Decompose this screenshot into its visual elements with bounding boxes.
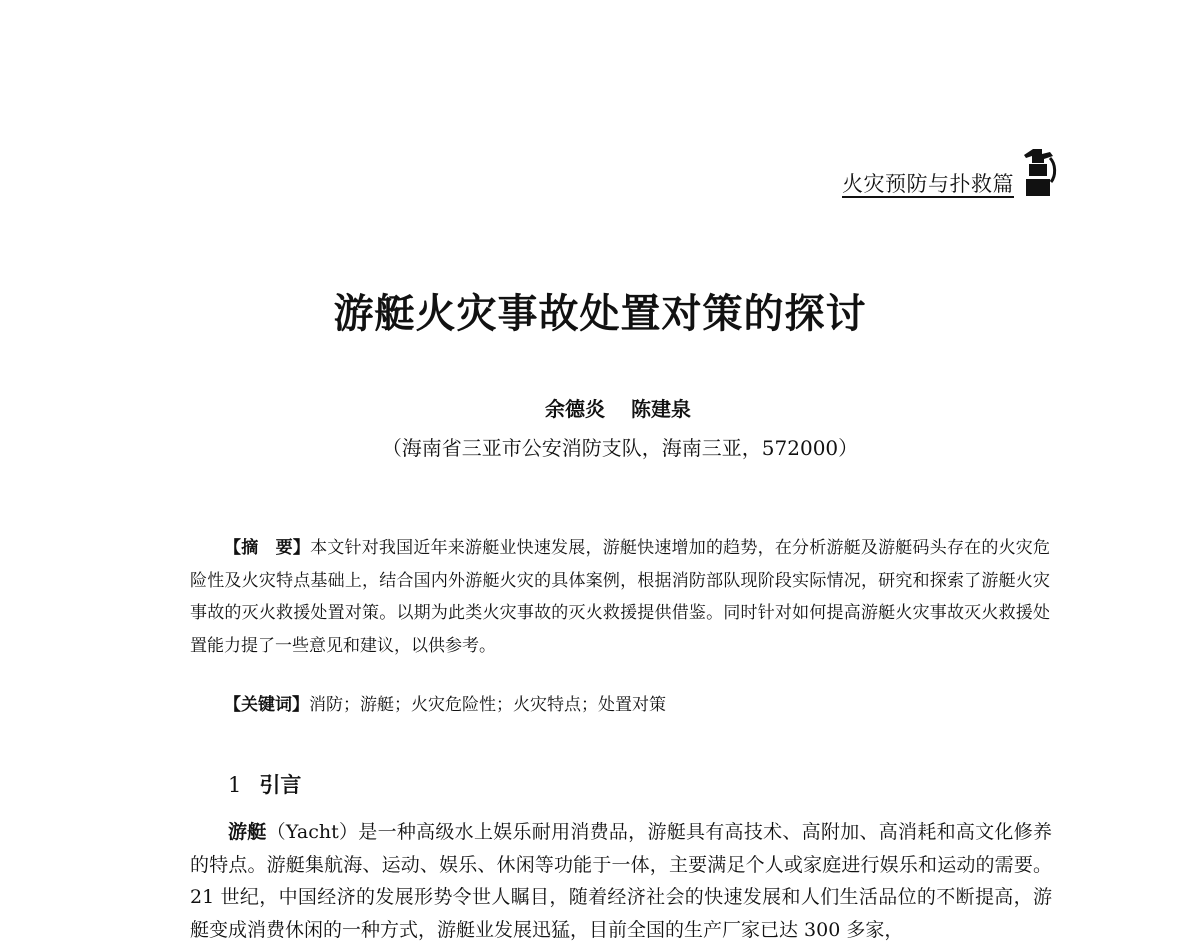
section-title: 引言 bbox=[259, 772, 302, 797]
fire-extinguisher-icon bbox=[1020, 146, 1058, 198]
keywords-label: 【关键词】 bbox=[224, 695, 309, 715]
author-name: 陈建泉 bbox=[631, 397, 691, 421]
keywords-text: 消防；游艇；火灾危险性；火灾特点；处置对策 bbox=[309, 695, 666, 715]
abstract-text: 本文针对我国近年来游艇业快速发展，游艇快速增加的趋势，在分析游艇及游艇码头存在的火灾危险性及火灾特点基础上，结合国内外游艇火灾的具体案例，根据消防部队现阶段实际情况，研究和探索了游艇火灾事故的灭火救援处置对策。以期为此类火灾事故的灭火救援提供借鉴。同时针对如何提高游艇火灾事故灭火救援处置能力提了一些意见和建议，以供参考。 bbox=[190, 538, 1051, 656]
section-heading bbox=[228, 769, 301, 799]
section-number: 1 bbox=[228, 773, 242, 797]
paragraph-text: （Yacht）是一种高级水上娱乐耐用消费品，游艇具有高技术、高附加、高消耗和高文化修养的特点。游艇集航海、运动、娱乐、休闲等功能于一体，主要满足个人或家庭进行娱乐和运动的需要。21 世纪，中国经济的发展形势令世人瞩目，随着经济社会的快速发展和人们生活品位的不断提高，游艇变成消费休闲的一种方式，游艇业发展迅猛，目前全国的生产厂家已达 300 多家， bbox=[190, 821, 1052, 941]
affiliation: （海南省三亚市公安消防支队，海南三亚，572000） bbox=[381, 436, 859, 460]
running-header: 火灾预防与扑救篇 bbox=[842, 172, 1014, 196]
paragraph-lead: 游艇 bbox=[228, 821, 267, 843]
keywords bbox=[224, 690, 666, 715]
author-name: 余德炎 bbox=[545, 397, 605, 421]
author-list bbox=[0, 393, 1200, 422]
body-paragraph bbox=[190, 816, 1052, 946]
abstract-label: 【摘 要】 bbox=[224, 538, 311, 558]
paper-title: 游艇火灾事故处置对策的探讨 bbox=[333, 290, 867, 337]
abstract bbox=[190, 532, 1050, 662]
